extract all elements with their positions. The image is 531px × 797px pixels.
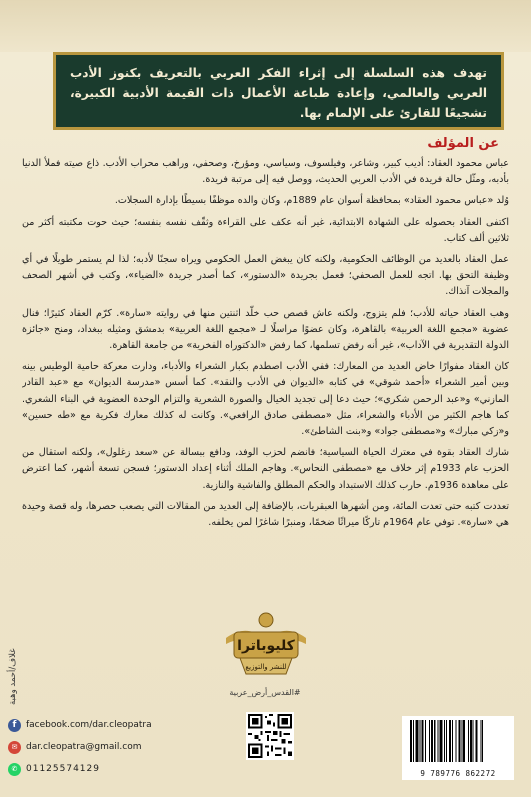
- bio-paragraph: عمل العقاد بالعديد من الوظائف الحكومية، ولكنه كان يبغض العمل الحكومي ويراه سجنًا لأدبه؛ لذا لم يستمر طويلًا في أي وظيفة التحق بها. اتجه للعمل الصحفي؛ فعمل بجريدة «الدستور»، كما أصدر جريدة «الضياء»، وكتب في أشهر الصحف والمجلات آنذاك.: [22, 254, 509, 298]
- facebook-icon: f: [8, 719, 21, 732]
- facebook-link[interactable]: facebook.com/dar.cleopatra: [26, 720, 152, 730]
- isbn-barcode: [402, 716, 514, 780]
- contact-email[interactable]: [8, 736, 228, 758]
- mail-icon: ✉: [8, 741, 21, 754]
- bio-paragraph: اكتفى العقاد بحصوله على الشهادة الابتدائية، غير أنه عكف على القراءة وثقّف نفسه بنفسه؛ حيث حوت مكتبته أكثر من ثلاثين ألف كتاب.: [22, 216, 509, 244]
- contact-whatsapp[interactable]: [8, 758, 228, 780]
- publisher-logo: [222, 608, 310, 686]
- whatsapp-number[interactable]: 01125574129: [26, 764, 100, 774]
- about-author-title: عن المؤلف: [427, 136, 499, 151]
- top-band: [0, 0, 531, 52]
- bio-paragraph: كان العقاد مفوارًا خاض العديد من المعارك: ففي الأدب اصطدم بكبار الشعراء والأدباء، ودارت معركة حامية الوطيس بينه وبين أمير الشعراء «أحمد شوقي» في كتابه «الديوان في الأدب والنقد». كما أسس «مدرسة الديوان» مع «عبد القادر المازني» و«عبد الرحمن شكري»؛ حيث دعا إلى تجديد الخيال والصورة الشعرية والتزام الوحدة العضوية في البناء الشعري. كما هاجم الكثير من الأدباء والشعراء، مثل «مصطفى صادق الرافعي». وكانت له كذلك معارك فكرية مع «طه حسين» و«زكي مبارك» و«مصطفى جواد» و«بنت الشاطئ».: [22, 361, 509, 438]
- whatsapp-icon: ✆: [8, 763, 21, 776]
- hashtag-tagline: #القدس_أرض_عربية: [229, 688, 301, 697]
- barcode-bars: [402, 716, 514, 766]
- bio-paragraph: عباس محمود العقاد: أديب كبير، وشاعر، وفيلسوف، وسياسي، ومؤرخ، وصحفي، وراهب محراب الأدب. ذاع صيته فملأ الدنيا بأدبه، ومثّل حالة فريدة في الأدب العربي الحديث، ووصل فيه إلى مرتبة فريدة.: [22, 158, 509, 186]
- logo-subtext: للنشر والتوزيع: [245, 663, 287, 671]
- isbn-number: 9 789776 862272: [420, 769, 496, 778]
- author-bio: [22, 156, 509, 608]
- bio-paragraph: وهب العقاد حياته للأدب؛ فلم يتزوج، ولكنه عاش قصص حب خلّد اثنتين منها في روايته «سارة». كرّم العقاد كثيرًا؛ فنال عضوية «مجمع اللغة العربية» بالقاهرة، وكان عضوًا مراسلًا لـ «مجمع اللغة العربية» بدمشق ومثيله ببغداد، ومنح «جائزة الدولة التقديرية في الآداب»، غير أنه رفض تسلمها، كما رفض «الدكتوراه الفخرية» من جامعة القاهرة.: [22, 307, 509, 352]
- qr-code: [246, 712, 294, 760]
- cover-designer-credit: غلاف/أحمد وهبة: [8, 648, 18, 705]
- email-link[interactable]: dar.cleopatra@gmail.com: [26, 742, 142, 752]
- logo-text: كليوباترا: [237, 638, 295, 654]
- bio-paragraph: شارك العقاد بقوة في معترك الحياة السياسية؛ فانضم لحزب الوفد، ودافع ببسالة عن «سعد زغلول»، ولكنه استقال من الحزب عام 1933م إثر خلاف مع «مصطفى النحاس». وهاجم الملك أثناء إعداد الدستور؛ فسجن تسعة أشهر، كما اعترض على معاهدة 1936م. حارب كذلك الاستبداد والحكم المطلق والفاشية والنازية.: [22, 447, 509, 491]
- bio-paragraph: وُلد «عباس محمود العقاد» بمحافظة أسوان عام 1889م، وكان والده موظفًا بسيطًا بإدارة السجلات.: [114, 195, 509, 207]
- bio-paragraph: تعددت كتبه حتى تعدت المائة، ومن أشهرها العبقريات، بالإضافة إلى العديد من المقالات التي يصعب حصرها، وله قصة وحيدة هي «سارة». توفي عام 1964م تاركًا ميراثًا ضخمًا، ومنبرًا شاغرًا لمن يخلفه.: [22, 500, 509, 529]
- banner-text: تهدف هذه السلسلة إلى إثراء الفكر العربي بالتعريف بكنوز الأدب العربي والعالمي، وإعادة طباعة الأعمال ذات القيمة الأدبية الكبيرة، تشجيعًا للقارئ على الإلمام بها.: [70, 66, 487, 120]
- series-banner: [53, 52, 504, 130]
- contact-facebook[interactable]: [8, 714, 228, 736]
- contact-list: [8, 714, 228, 780]
